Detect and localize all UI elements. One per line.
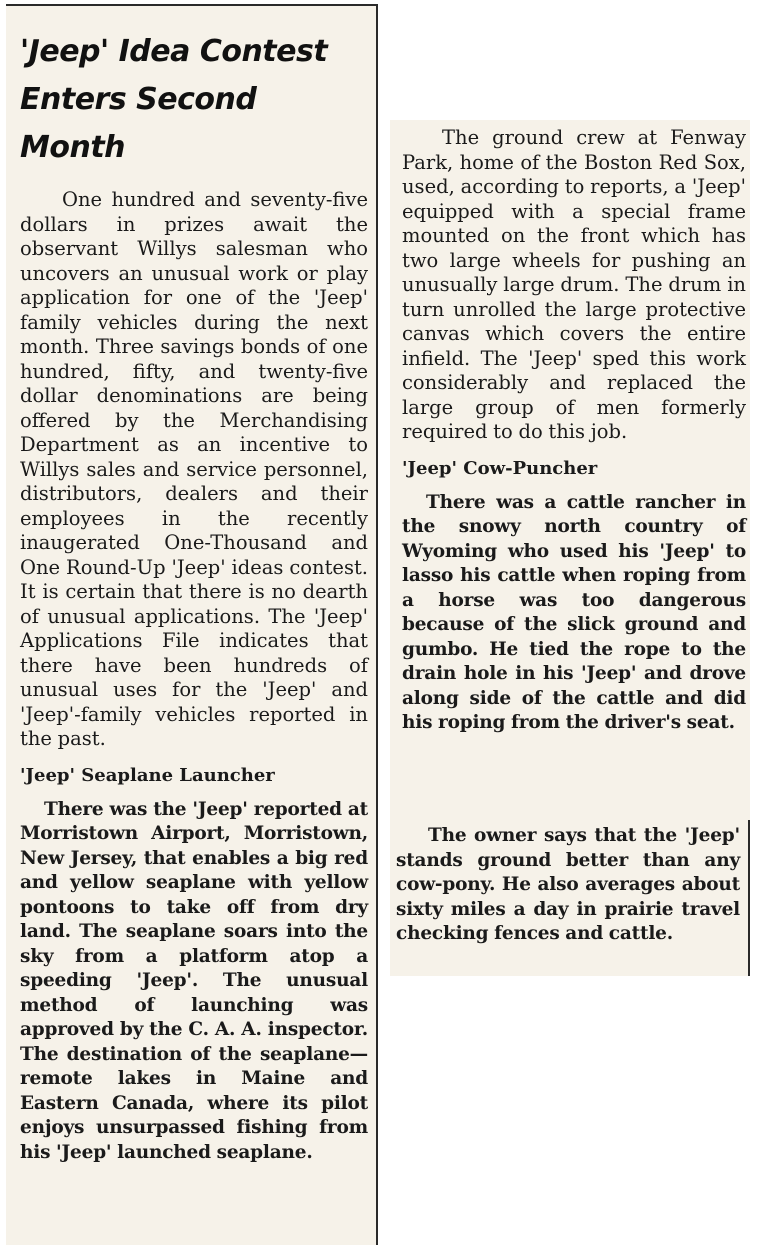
- cowpuncher-paragraph: There was a cattle rancher in the snowy north country of Wyoming who used his 'Jeep' to lasso his cattle when roping from a horse was too dangerous because of the slick ground and gumbo. He tied the rope to the drain hole in his 'Jeep' and drove along side of the cattle and did his roping from the driver's seat.: [402, 491, 746, 733]
- article-left-column: [6, 4, 378, 1245]
- article-headline: [20, 28, 368, 172]
- headline-line-2: Enters Second Month: [20, 82, 257, 165]
- seaplane-heading: 'Jeep' Seaplane Launcher: [20, 764, 275, 786]
- cowpuncher-heading: 'Jeep' Cow-Puncher: [402, 457, 598, 479]
- seaplane-paragraph: There was the 'Jeep' reported at Morristown Airport, Morristown, New Jersey, that enables a big red and yellow seaplane with yellow pontoons to take off from dry land. The seaplane soars into the sky from a platform atop a speeding 'Jeep'. The unusual method of launching was approved by the C. A. A. inspector. The destination of the seaplane—remote lakes in Maine and Eastern Canada, where its pilot enjoys unsurpassed fishing from his 'Jeep' launched seaplane.: [20, 798, 368, 1163]
- article-right-column-top: [390, 120, 750, 820]
- fenway-paragraph: The ground crew at Fenway Park, home of the Boston Red Sox, used, according to reports, a 'Jeep' equipped with a special frame mounted on the front which has two large wheels for pushing an unusually large drum. The drum in turn unrolled the large protective canvas which covers the entire infield. The 'Jeep' sped this work considerably and replaced the large group of men formerly required to do this job.: [402, 126, 746, 443]
- intro-paragraph: One hundred and seventy-five dollars in prizes await the observant Willys salesman who uncovers an unusual work or play application for one of the 'Jeep' family vehicles during the next month. Three savings bonds of one hundred, fifty, and twenty-five dollar denominations are being offered by the Merchandising Department as an incentive to Willys sales and service personnel, distributors, dealers and their employees in the recently inaugerated One-Thousand and One Round-Up 'Jeep' ideas contest. It is certain that there is no dearth of unusual applications. The 'Jeep' Applications File indicates that there have been hundreds of unusual uses for the 'Jeep' and 'Jeep'-family vehicles reported in the past.: [20, 188, 368, 750]
- owner-paragraph: The owner says that the 'Jeep' stands ground better than any cow-pony. He also averages about sixty miles a day in prairie travel checking fences and cattle.: [396, 825, 740, 944]
- article-right-column-bottom: [390, 820, 750, 976]
- headline-line-1: 'Jeep' Idea Contest: [20, 34, 328, 69]
